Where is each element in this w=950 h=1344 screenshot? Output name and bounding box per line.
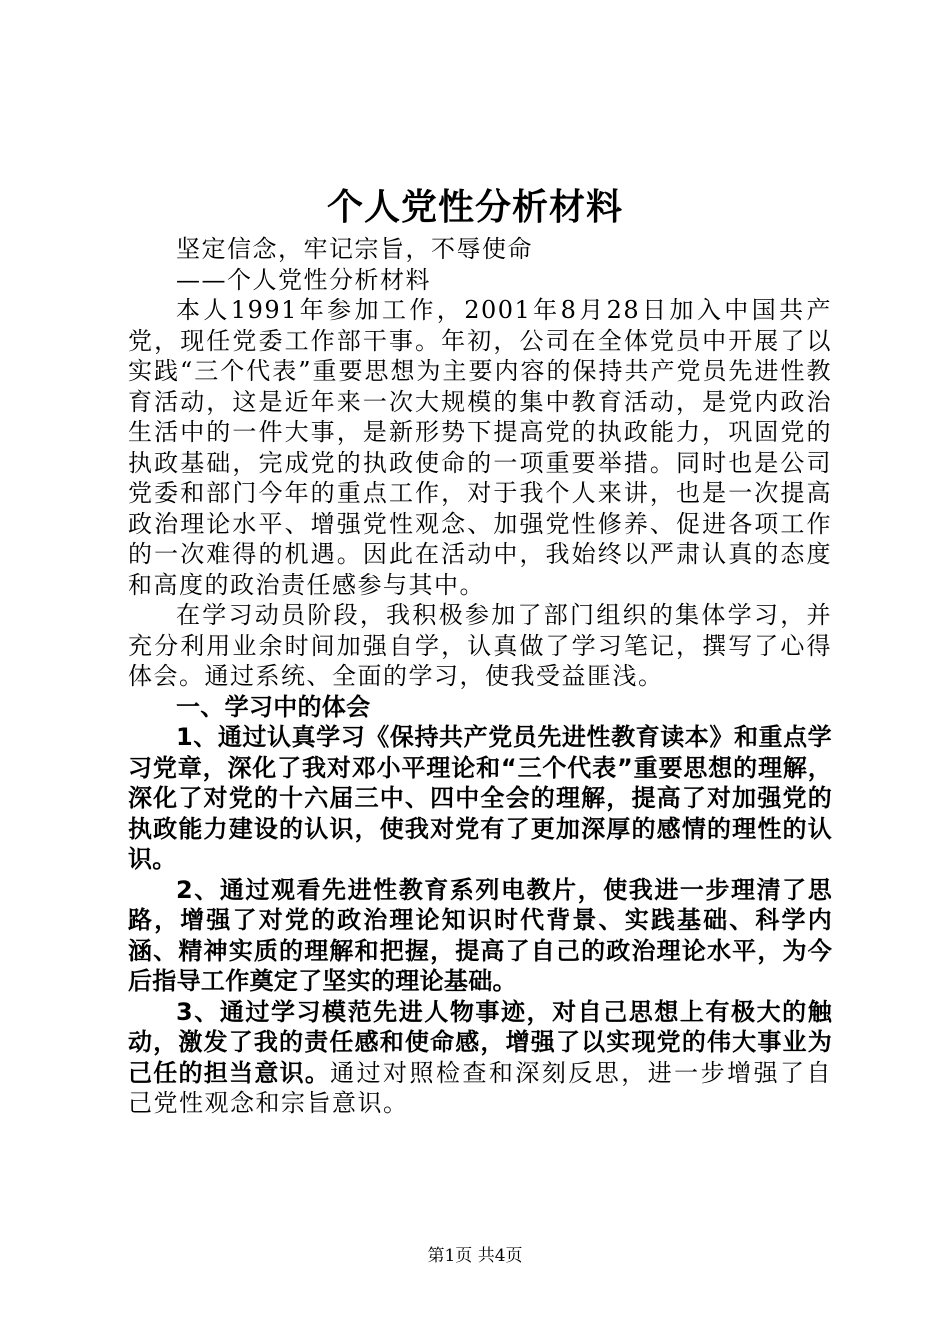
point-1-paragraph: 1、通过认真学习《保持共产党员先进性教育读本》和重点学习党章，深化了我对邓小平理论和“三个代表”重要思想的理解，深化了对党的十六届三中、四中全会的理解，提高了对加强党的执政能力建设的认识，使我对党有了更加深厚的感情的理性的认识。 bbox=[128, 723, 832, 873]
page-footer: 第1页 共4页 bbox=[427, 1246, 523, 1266]
document-body bbox=[128, 234, 832, 1119]
point-3-light-text: 通过对照检查和深刻反思，进一步增强了自己党性观念和宗旨意识。 bbox=[128, 1058, 832, 1117]
intro-paragraph: 本人1991年参加工作，2001年8月28日加入中国共产党，现任党委工作部干事。年初，公司在全体党员中开展了以实践“三个代表”重要思想为主要内容的保持共产党员先进性教育活动，这是近年来一次大规模的集中教育活动，是党内政治生活中的一件大事，是新形势下提高党的执政能力，巩固党的执政基础，完成党的执政使命的一项重要举措。同时也是公司党委和部门今年的重点工作，对于我个人来讲，也是一次提高政治理论水平、增强党性观念、加强党性修养、促进各项工作的一次难得的机遇。因此在活动中，我始终以严肃认真的态度和高度的政治责任感参与其中。 bbox=[128, 296, 832, 599]
point-3-paragraph bbox=[128, 997, 832, 1119]
point-2-paragraph: 2、通过观看先进性教育系列电教片，使我进一步理清了思路，增强了对党的政治理论知识时代背景、实践基础、科学内涵、精神实质的理解和把握，提高了自己的政治理论水平，为今后指导工作奠定了坚实的理论基础。 bbox=[128, 875, 832, 995]
section-heading: 一、学习中的体会 bbox=[176, 692, 371, 721]
document-title: 个人党性分析材料 bbox=[326, 186, 623, 228]
subtitle-dash-line: ——个人党性分析材料 bbox=[176, 265, 431, 294]
point-3-bold-text: 3、通过学习模范先进人物事迹，对自己思想上有极大的触动，激发了我的责任感和使命感，增强了以实现党的伟大事业为己任的担当意识。 bbox=[128, 997, 832, 1087]
study-stage-paragraph: 在学习动员阶段，我积极参加了部门组织的集体学习，并充分利用业余时间加强自学，认真做了学习笔记，撰写了心得体会。通过系统、全面的学习，使我受益匪浅。 bbox=[128, 601, 832, 690]
subtitle-line: 坚定信念，牢记宗旨，不辱使命 bbox=[176, 235, 533, 263]
